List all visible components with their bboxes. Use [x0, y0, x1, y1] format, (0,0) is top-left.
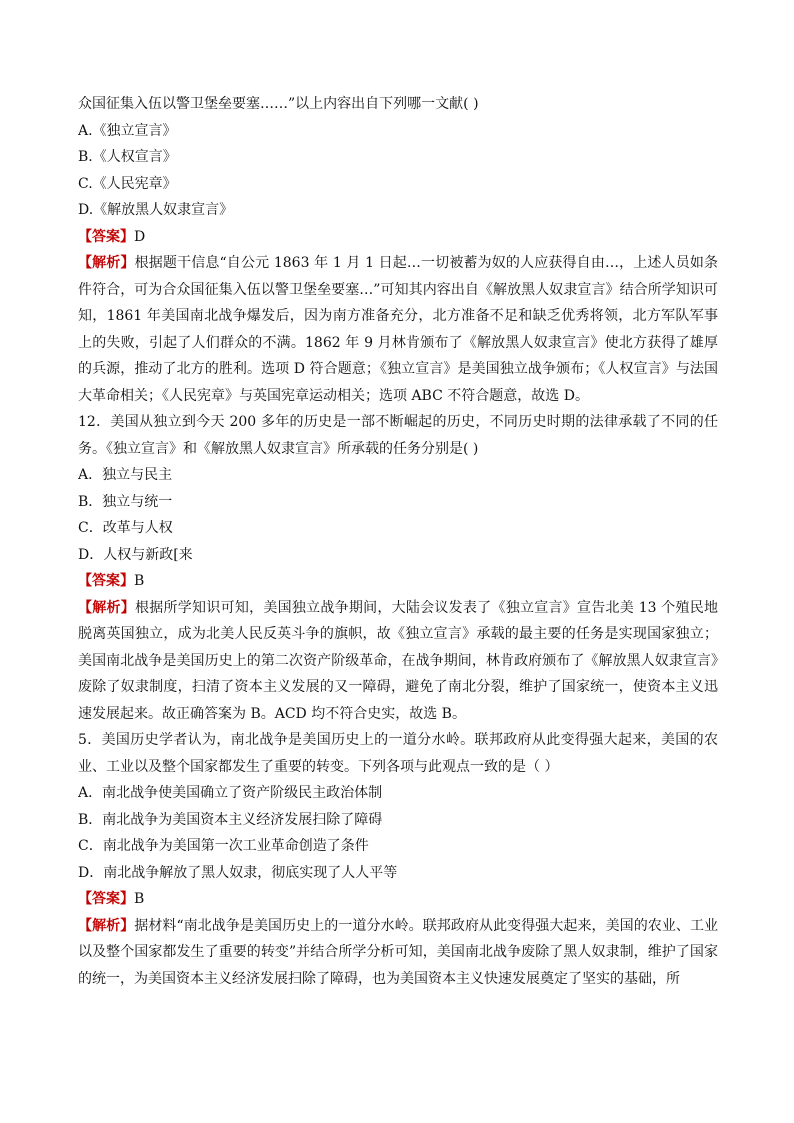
option-a: A.《独立宣言》 — [78, 122, 177, 139]
question-stem: 12．美国从独立到今天 200 多年的历史是一部不断崛起的历史，不同历史时期的法律承载了不同的任务。《独立宣言》和《解放黑人奴隶宣言》所承载的任务分别是( ) — [78, 414, 718, 457]
answer-line — [78, 224, 718, 251]
analysis-text: 根据题干信息“自公元 1863 年 1 月 1 日起…一切被蓄为奴的人应获得自由…，上述人员如条件符合，可为合众国征集入伍以警卫堡垒要塞…”可知其内容出自《解放黑人奴隶宣言》结合所学知识可知，1861 年美国南北战争爆发后，因为南方准备充分，北方准备不足和缺乏优秀将领，北方军队军事上的失败，引起了人们群众的不满。1862 年 9 月林肯颁布了《解放黑人奴隶宣言》使北方获得了雄厚的兵源，推动了北方的胜利。选项 D 符合题意；《独立宣言》是美国独立战争颁布；《人权宣言》与法国大革命相关；《人民宪章》与英国宪章运动相关；选项 ABC 不符合题意，故选 D。 — [78, 255, 719, 404]
analysis-block — [78, 595, 718, 728]
option-a: A．南北战争使美国确立了资产阶级民主政治体制 — [78, 785, 383, 801]
option-d: D.《解放黑人奴隶宣言》 — [78, 202, 234, 218]
question-stem-tail: 众国征集入伍以警卫堡垒要塞……”以上内容出自下列哪一文献( ) — [78, 96, 479, 112]
analysis-block — [78, 250, 718, 409]
answer-tag: 【答案】 — [78, 891, 134, 907]
analysis-tag: 【解析】 — [78, 255, 135, 271]
answer-tag: 【答案】 — [78, 228, 134, 245]
answer-value: B — [134, 573, 145, 589]
option-a: A．独立与民主 — [78, 467, 173, 483]
option-b: B．南北战争为美国资本主义经济发展扫除了障碍 — [78, 811, 383, 828]
analysis-text: 据材料“南北战争是美国历史上的一道分水岭。联邦政府从此变得强大起来，美国的农业、工业以及整个国家都发生了重要的转变”并结合所学分析可知，美国南北战争废除了黑人奴隶制，维护了国家的统一，为美国资本主义经济发展扫除了障碍，也为美国资本主义快速发展奠定了坚实的基础，所 — [78, 917, 719, 987]
analysis-block — [78, 913, 718, 993]
exam-page — [78, 91, 718, 992]
analysis-tag: 【解析】 — [78, 917, 135, 934]
answer-value: B — [134, 891, 145, 907]
analysis-text: 根据所学知识可知，美国独立战争期间，大陆会议发表了《独立宣言》宣告北美 13 个殖民地脱离英国独立，成为北美人民反英斗争的旗帜，故《独立宣言》承载的最主要的任务是实现国家独立；美国南北战争是美国历史上的第二次资产阶级革命，在战争期间，林肯政府颁布了《解放黑人奴隶宣言》废除了奴隶制度，扫清了资本主义发展的又一障碍，避免了南北分裂，维护了国家统一，使资本主义迅速发展起来。故正确答案为 B。ACD 均不符合史实，故选 B。 — [78, 599, 718, 722]
answer-value: D — [134, 228, 146, 245]
option-b: B．独立与统一 — [78, 493, 173, 510]
question-stem: 5．美国历史学者认为，南北战争是美国历史上的一道分水岭。联邦政府从此变得强大起来，美国的农业、工业以及整个国家都发生了重要的转变。下列各项与此观点一致的是（ ） — [78, 732, 718, 775]
answer-line — [78, 886, 718, 913]
option-c: C.《人民宪章》 — [78, 175, 177, 192]
analysis-tag: 【解析】 — [78, 599, 136, 616]
option-d: D．南北战争解放了黑人奴隶，彻底实现了人人平等 — [78, 864, 398, 881]
answer-line — [78, 568, 718, 595]
answer-tag: 【答案】 — [78, 573, 134, 589]
option-d: D．人权与新政[来 — [78, 546, 193, 563]
option-c: C．南北战争为美国第一次工业革命创造了条件 — [78, 838, 369, 854]
option-b: B.《人权宣言》 — [78, 149, 177, 165]
option-c: C．改革与人权 — [78, 520, 173, 536]
